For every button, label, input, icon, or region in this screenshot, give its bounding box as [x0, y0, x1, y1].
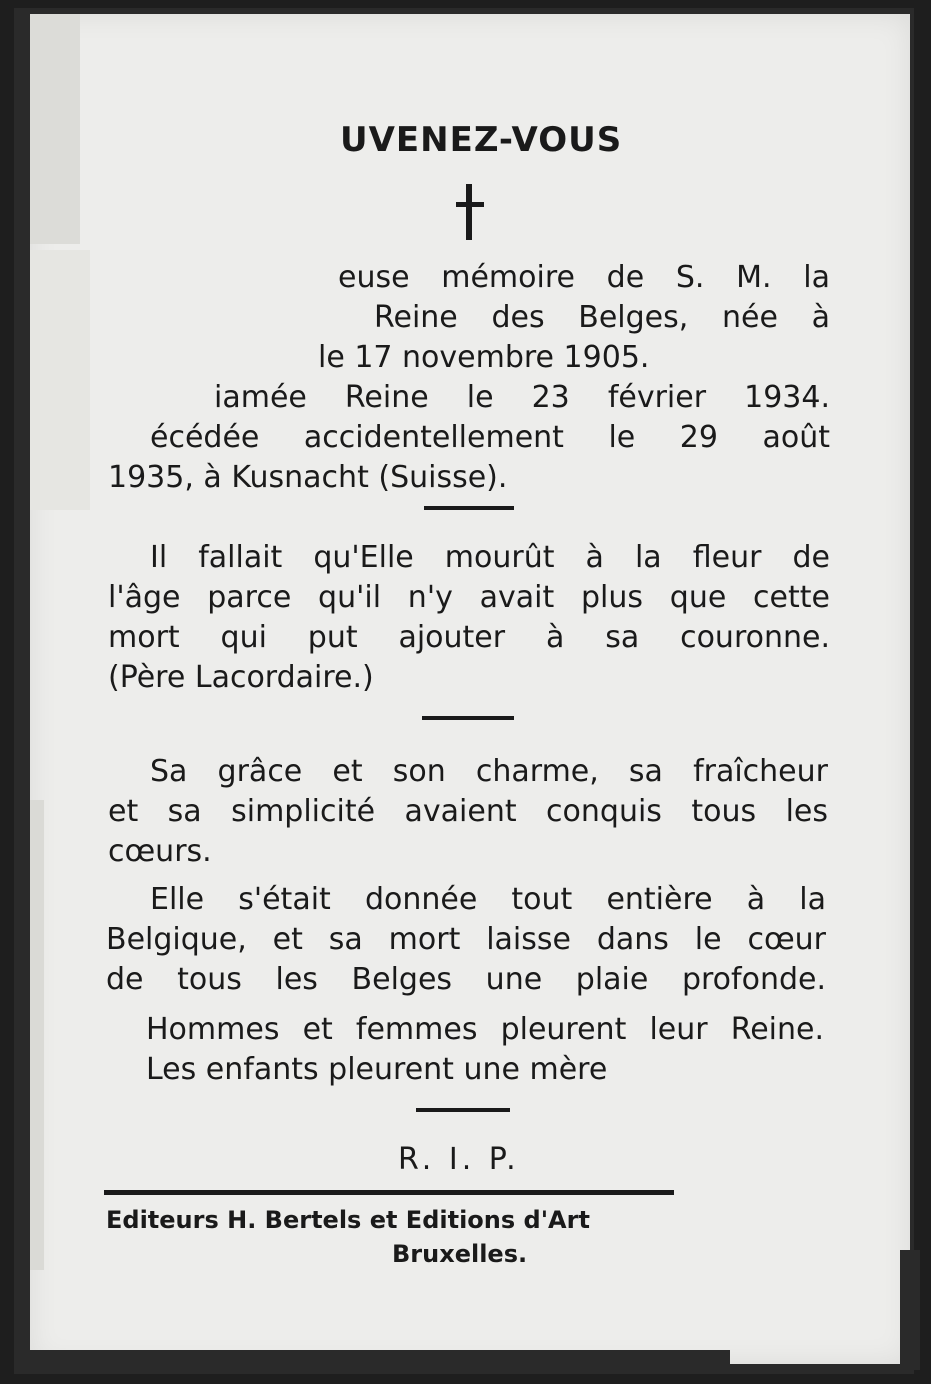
quote-line-1: Il fallait qu'Elle mourût à la fleur de: [150, 540, 830, 575]
right-border: [900, 1250, 920, 1370]
torn-corner: [30, 14, 80, 244]
publisher-line-2: Bruxelles.: [392, 1240, 528, 1268]
divider-2: [422, 716, 514, 720]
para1-line-1: Sa grâce et son charme, sa fraîcheur: [150, 754, 828, 789]
intro-line-4: iamée Reine le 23 février 1934.: [214, 380, 830, 415]
torn-edge-lower: [30, 800, 44, 1270]
para3-line-2: Les enfants pleurent une mère: [146, 1052, 608, 1087]
intro-line-5: écédée accidentellement le 29 août: [150, 420, 830, 455]
para2-line-2: Belgique, et sa mort laisse dans le cœur: [106, 922, 826, 957]
intro-line-2: Reine des Belges, née à: [374, 300, 830, 335]
quote-line-4: (Père Lacordaire.): [108, 660, 374, 695]
intro-line-3: le 17 novembre 1905.: [318, 340, 650, 375]
para2-line-1: Elle s'était donnée tout entière à la: [150, 882, 826, 917]
rip-text: R. I. P.: [398, 1142, 520, 1177]
footer-rule: [104, 1190, 674, 1195]
intro-line-6: 1935, à Kusnacht (Suisse).: [108, 460, 508, 495]
divider-3: [416, 1108, 510, 1112]
para3-line-1: Hommes et femmes pleurent leur Reine.: [146, 1012, 824, 1047]
bottom-border: [30, 1350, 730, 1364]
para2-line-3: de tous les Belges une plaie profonde.: [106, 962, 826, 997]
card-heading: UVENEZ-VOUS: [340, 120, 623, 160]
para1-line-3: cœurs.: [108, 834, 212, 869]
quote-line-2: l'âge parce qu'il n'y avait plus que cette: [108, 580, 830, 615]
quote-line-3: mort qui put ajouter à sa couronne.: [108, 620, 830, 655]
intro-line-1: euse mémoire de S. M. la: [338, 260, 830, 295]
divider-1: [424, 506, 514, 510]
para1-line-2: et sa simplicité avaient conquis tous les: [108, 794, 828, 829]
publisher-line-1: Editeurs H. Bertels et Editions d'Art: [106, 1206, 590, 1234]
torn-edge: [30, 250, 90, 510]
